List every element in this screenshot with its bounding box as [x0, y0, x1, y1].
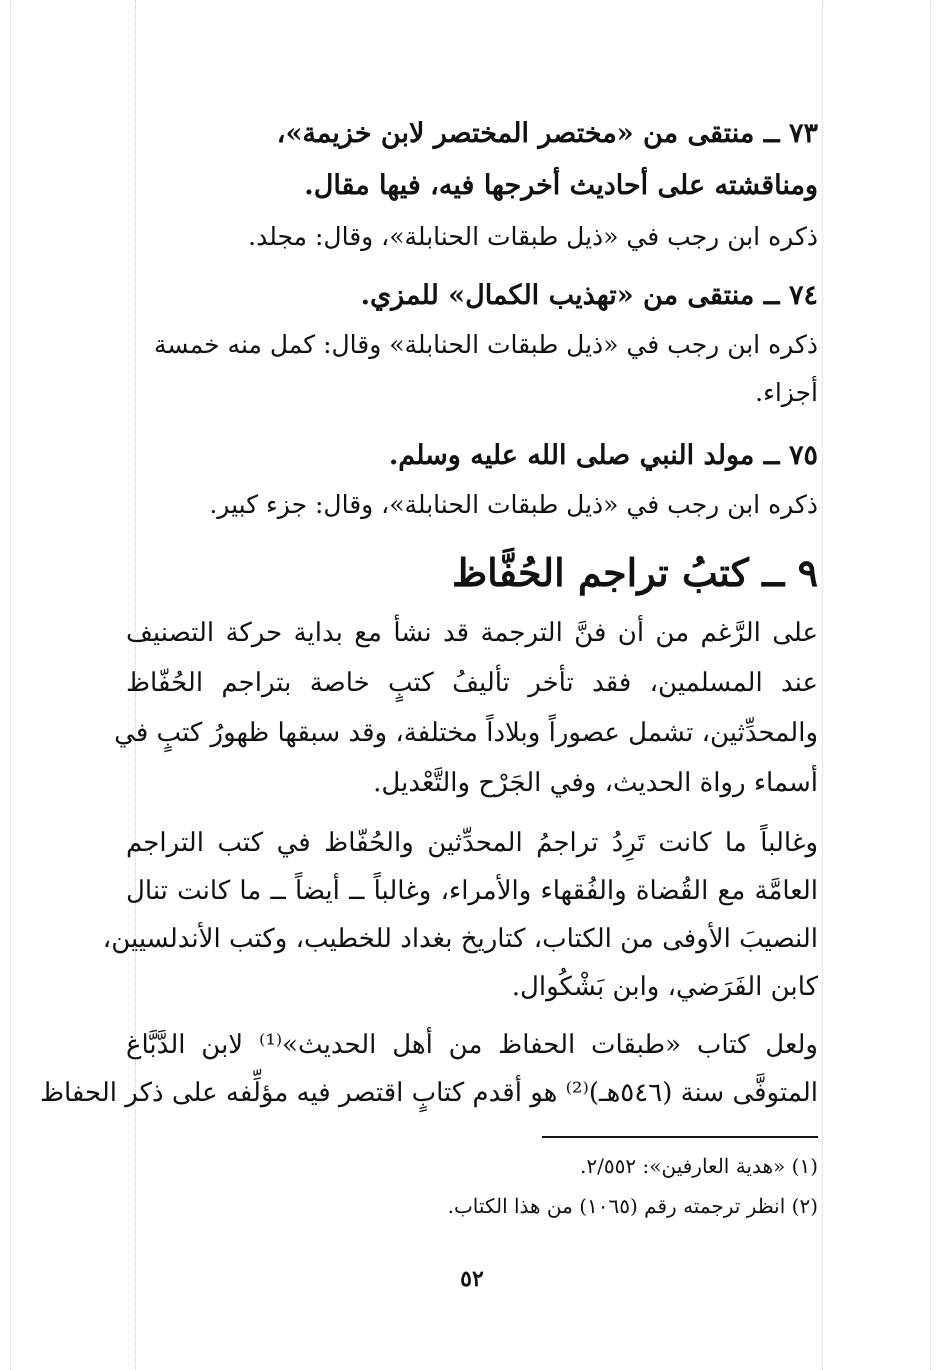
entry-74-note-line-2: أجزاء. — [755, 378, 818, 407]
entry-73-title-line-2: ومناقشته على أحاديث أخرجها فيه، فيها مقال. — [304, 170, 818, 201]
paragraph-3-line-2: المتوفَّى سنة (٥٤٦هـ)⁽²⁾ هو أقدم كتابٍ اقتصر فيه مؤلِّفه على ذكر الحفاظ — [39, 1078, 818, 1108]
scan-guide-line — [930, 0, 931, 1370]
footnote-separator — [542, 1136, 818, 1138]
paragraph-2-line-2: العامَّة مع القُضاة والفُقهاء والأمراء، وغالباً ــ أيضاً ــ ما كانت تنال — [126, 876, 818, 906]
paragraph-1-line-1: على الرَّغم من أن فنَّ الترجمة قد نشأ مع بداية حركة التصنيف — [126, 618, 818, 648]
entry-73-note: ذكره ابن رجب في «ذيل طبقات الحنابلة»، وقال: مجلد. — [248, 222, 818, 251]
entry-74-title: ٧٤ ــ منتقى من «تهذيب الكمال» للمزي. — [360, 280, 818, 311]
entry-75-title: ٧٥ ــ مولد النبي صلى الله عليه وسلم. — [388, 440, 818, 471]
paragraph-2-line-1: وغالباً ما كانت تَرِدُ تراجمُ المحدِّثين والحُفّاظ في كتب التراجم — [126, 828, 818, 858]
footnote-1: (١) «هدية العارفين»: ٢/٥٥٢. — [580, 1154, 818, 1178]
paragraph-1-line-3: والمحدِّثين، تشمل عصوراً وبلاداً مختلفة، وقد سبقها ظهورُ كتبٍ في — [114, 718, 818, 748]
entry-75-note: ذكره ابن رجب في «ذيل طبقات الحنابلة»، وقال: جزء كبير. — [209, 490, 818, 519]
footnote-2: (٢) انظر ترجمته رقم (١٠٦٥) من هذا الكتاب. — [447, 1194, 818, 1218]
scan-guide-line — [822, 0, 823, 1370]
paragraph-3-line-1: ولعل كتاب «طبقات الحفاظ من أهل الحديث»⁽¹⁾ لابن الدَّبَّاغ — [126, 1030, 818, 1060]
paragraph-2-line-3: النصيبَ الأوفى من الكتاب، كتاريخ بغداد للخطيب، وكتب الأندلسيين، — [102, 924, 818, 954]
entry-73-title-line-1: ٧٣ ــ منتقى من «مختصر المختصر لابن خزيمة»، — [276, 118, 818, 149]
scan-guide-line — [10, 0, 11, 1370]
paragraph-1-line-4: أسماء رواة الحديث، وفي الجَرْح والتَّعْديل. — [373, 768, 818, 798]
paragraph-1-line-2: عند المسلمين، فقد تأخر تأليفُ كتبٍ خاصة بتراجم الحُفّاظ — [126, 668, 818, 698]
page-number: ٥٢ — [460, 1266, 484, 1292]
paragraph-2-line-4: كابن الفَرَضي، وابن بَشْكُوال. — [511, 972, 818, 1002]
section-heading: ٩ ــ كتبُ تراجم الحُفَّاظ — [452, 550, 818, 595]
entry-74-note-line-1: ذكره ابن رجب في «ذيل طبقات الحنابلة» وقال: كمل منه خمسة — [153, 330, 818, 359]
